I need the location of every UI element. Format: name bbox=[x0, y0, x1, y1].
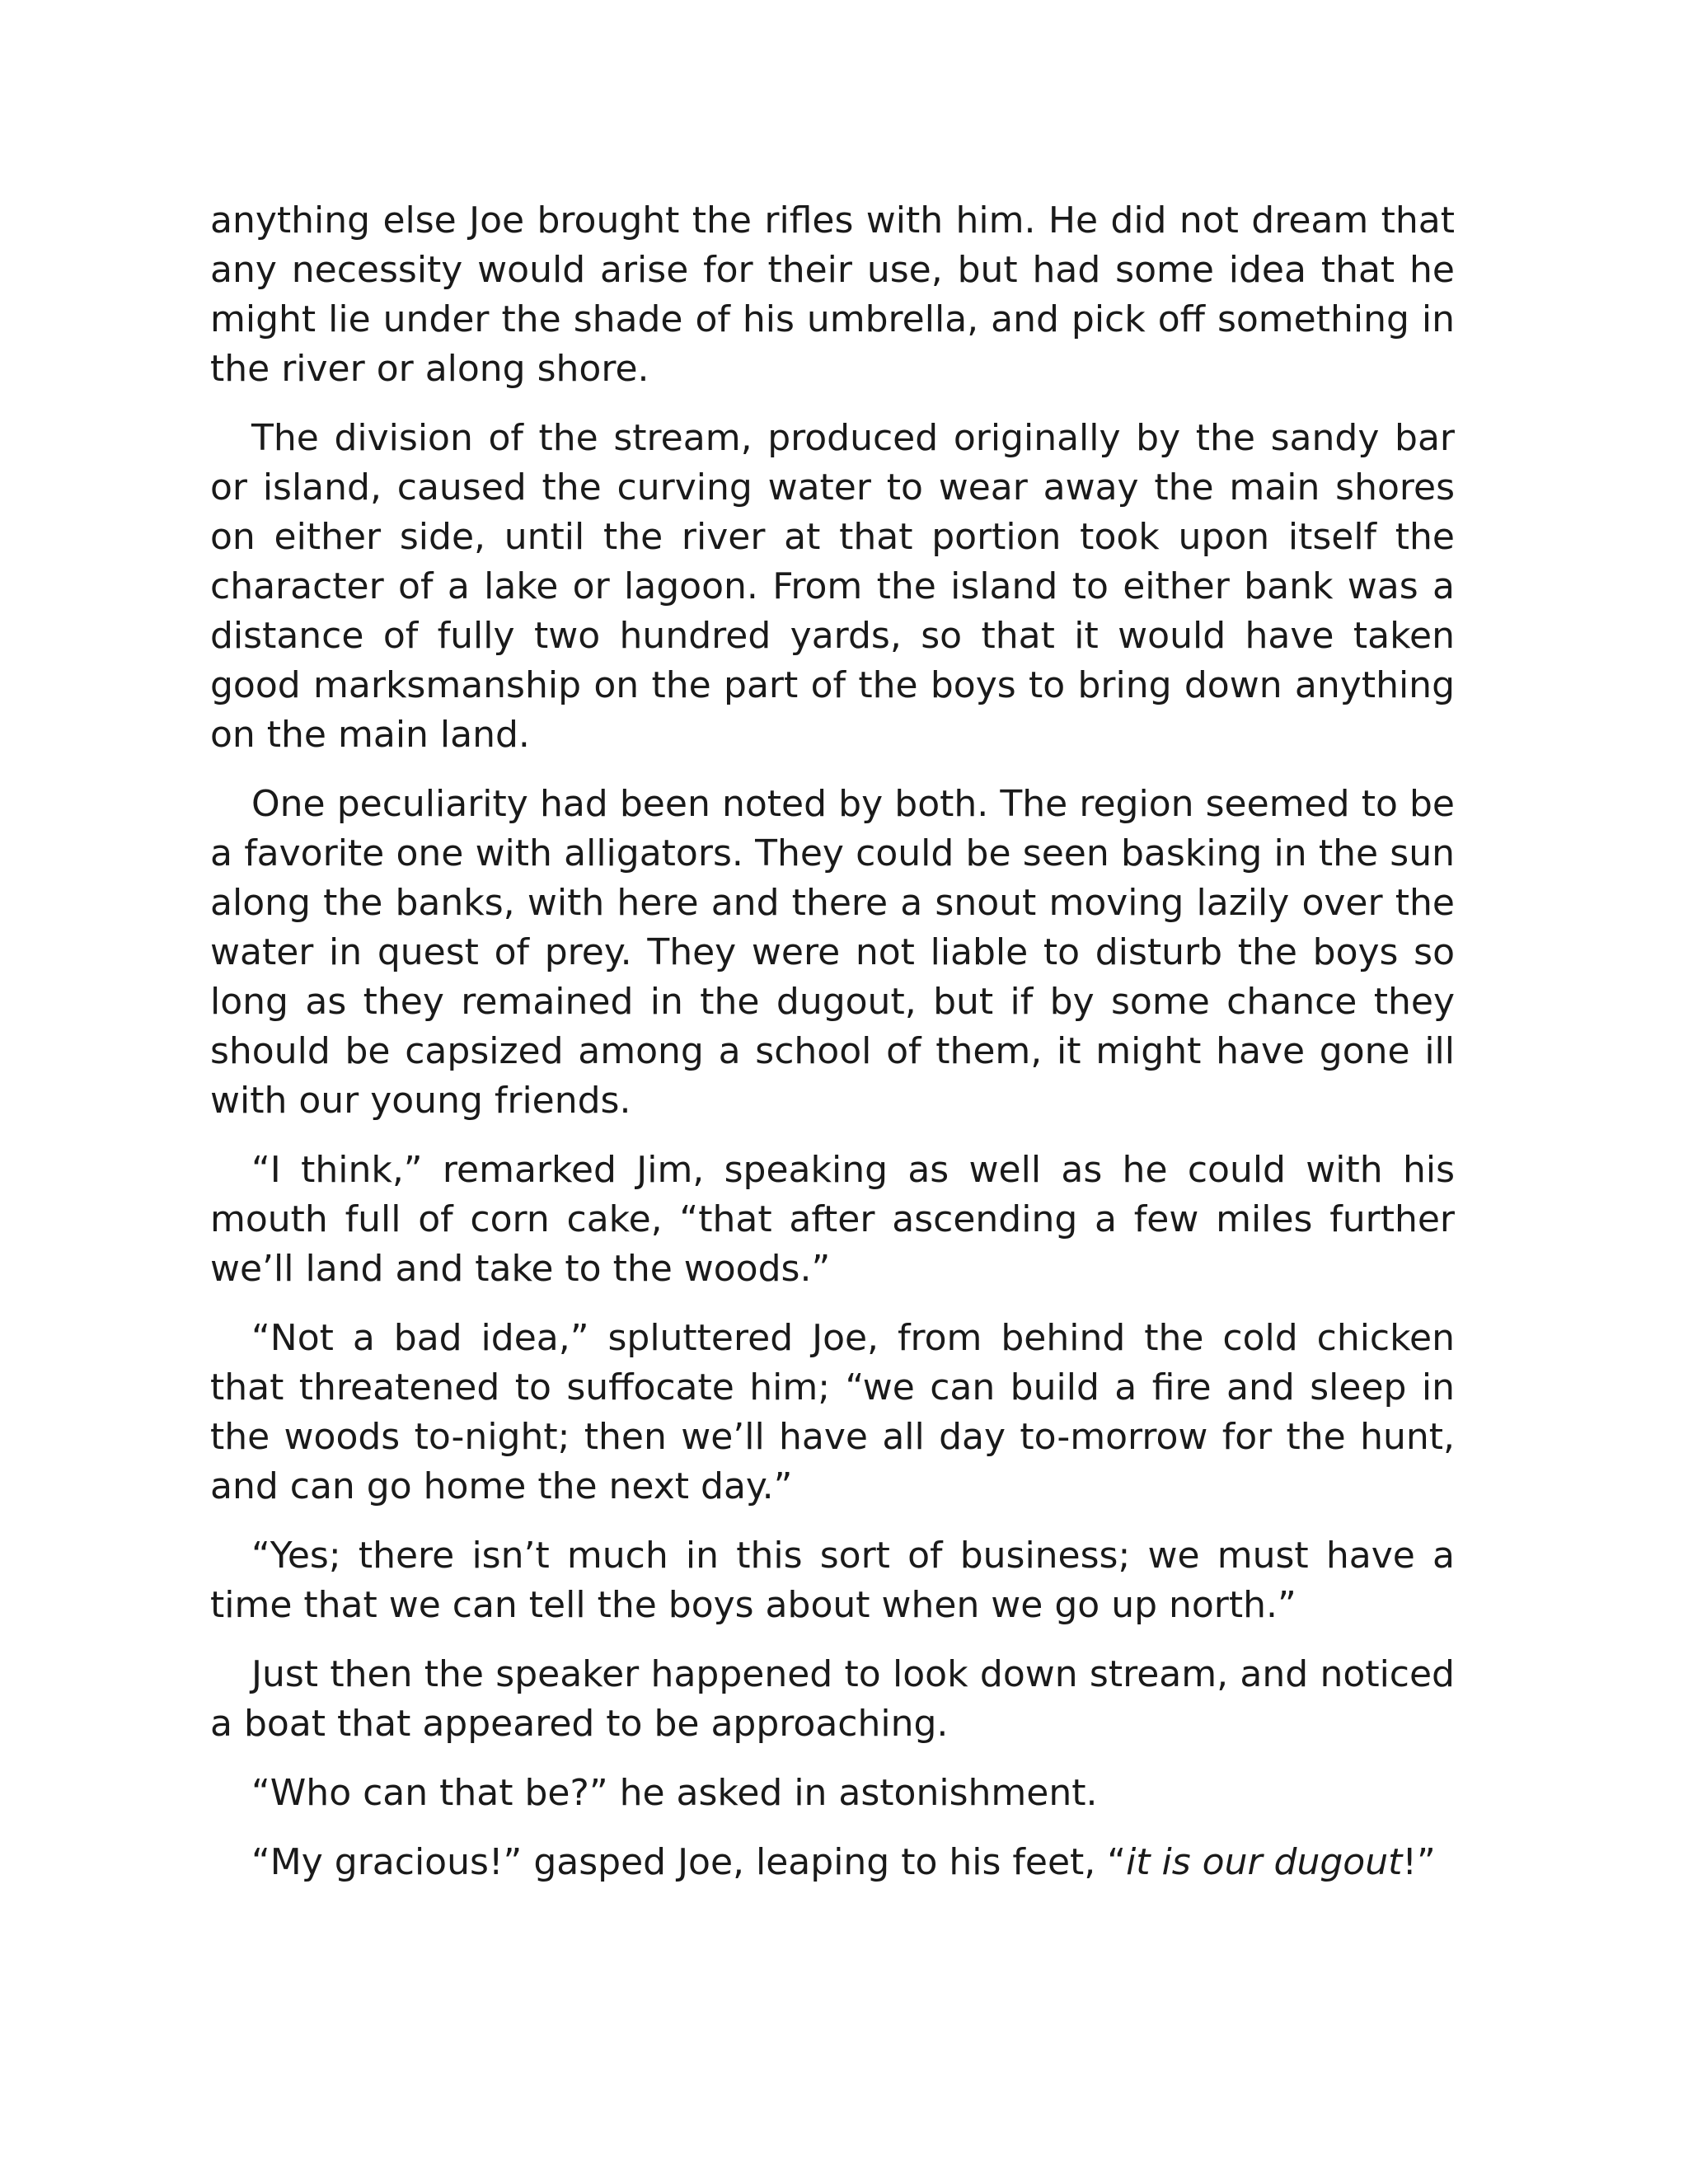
paragraph-3: One peculiarity had been noted by both. The region seemed to be a favorite one with alligators. They could be seen basking in the sun along the banks, with here and there a snout moving lazily over the water in quest of prey. They were not liable to disturb the boys so long as they remained in the dugout, but if by some chance they should be capsized among a school of them, it might have gone ill with our young friends. bbox=[210, 783, 1455, 1122]
paragraph-8: “Who can that be?” he asked in astonishment. bbox=[251, 1772, 1098, 1814]
paragraph-9 bbox=[210, 1838, 1455, 1887]
paragraph-5: “Not a bad idea,” spluttered Joe, from behind the cold chicken that threatened to suffocate him; “we can build a fire and sleep in the woods to-night; then we’ll have all day to-morrow for the hunt, and can go home the next day.” bbox=[210, 1317, 1455, 1507]
paragraph-7: Just then the speaker happened to look down stream, and noticed a boat that appeared to be approaching. bbox=[210, 1653, 1455, 1745]
paragraph-6: “Yes; there isn’t much in this sort of business; we must have a time that we can tell the boys about when we go up north.” bbox=[210, 1535, 1455, 1626]
final-emphasis: it is our dugout bbox=[1126, 1841, 1403, 1883]
body-text bbox=[210, 196, 1455, 1907]
final-tail: !” bbox=[1402, 1841, 1436, 1883]
final-lead: “My gracious!” gasped Joe, leaping to his feet, “ bbox=[251, 1841, 1127, 1883]
paragraph-1: anything else Joe brought the rifles with him. He did not dream that any necessity would arise for their use, but had some idea that he might lie under the shade of his umbrella, and pick off something in the river or along shore. bbox=[210, 199, 1455, 390]
paragraph-2: The division of the stream, produced originally by the sandy bar or island, caused the curving water to wear away the main shores on either side, until the river at that portion took upon itself the character of a lake or lagoon. From the island to either bank was a distance of fully two hundred yards, so that it would have taken good marksmanship on the part of the boys to bring down anything on the main land. bbox=[210, 417, 1455, 756]
paragraph-4: “I think,” remarked Jim, speaking as well as he could with his mouth full of corn cake, “that after ascending a few miles further we’ll land and take to the woods.” bbox=[210, 1149, 1455, 1290]
